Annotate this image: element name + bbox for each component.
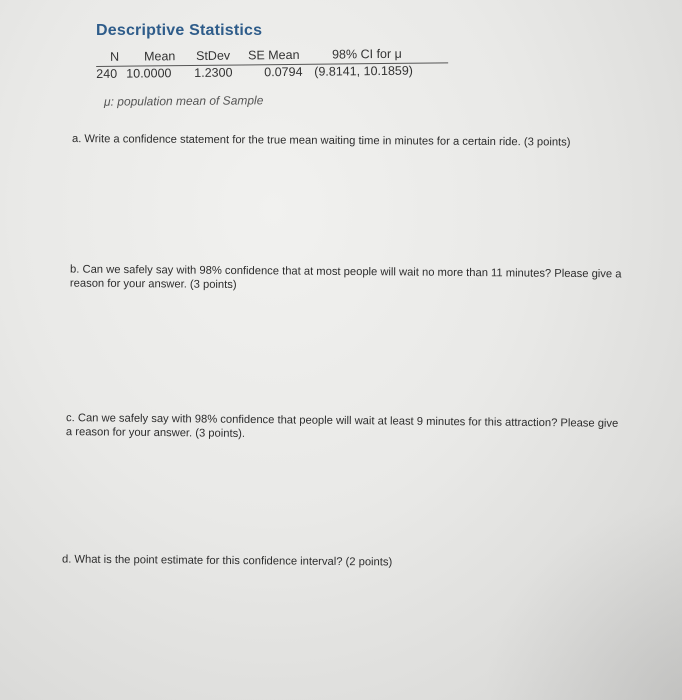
header-stdev: StDev — [195, 48, 231, 63]
question-b: b. Can we safely say with 98% confidence that at most people will wait no more than 11 minutes? Please give a reason for your answer. (3 points) — [69, 263, 622, 291]
header-n: N — [109, 49, 120, 64]
mu-definition-note: μ: population mean of Sample — [103, 93, 264, 109]
question-d: d. What is the point estimate for this confidence interval? (2 points) — [61, 553, 393, 569]
value-se-mean: 0.0794 — [264, 64, 303, 80]
descriptive-stats-table — [96, 46, 448, 83]
photo-shadow — [482, 500, 682, 700]
header-ci: 98% CI for μ — [331, 46, 402, 62]
question-c: c. Can we safely say with 98% confidence that people will wait at least 9 minutes for this attraction? Please give a reason for your answer. (3 points). — [65, 412, 619, 440]
value-n: 240 — [96, 66, 118, 81]
stats-title: Descriptive Statistics — [96, 22, 263, 39]
header-mean: Mean — [143, 49, 176, 64]
value-stdev: 1.2300 — [194, 65, 233, 80]
question-a: a. Write a confidence statement for the true mean waiting time in minutes for a certain ride. (3 points) — [71, 133, 571, 149]
stats-value-row — [96, 63, 448, 83]
value-mean: 10.0000 — [126, 66, 172, 81]
header-se-mean: SE Mean — [247, 47, 300, 63]
value-ci: (9.8141, 10.1859) — [314, 63, 414, 79]
